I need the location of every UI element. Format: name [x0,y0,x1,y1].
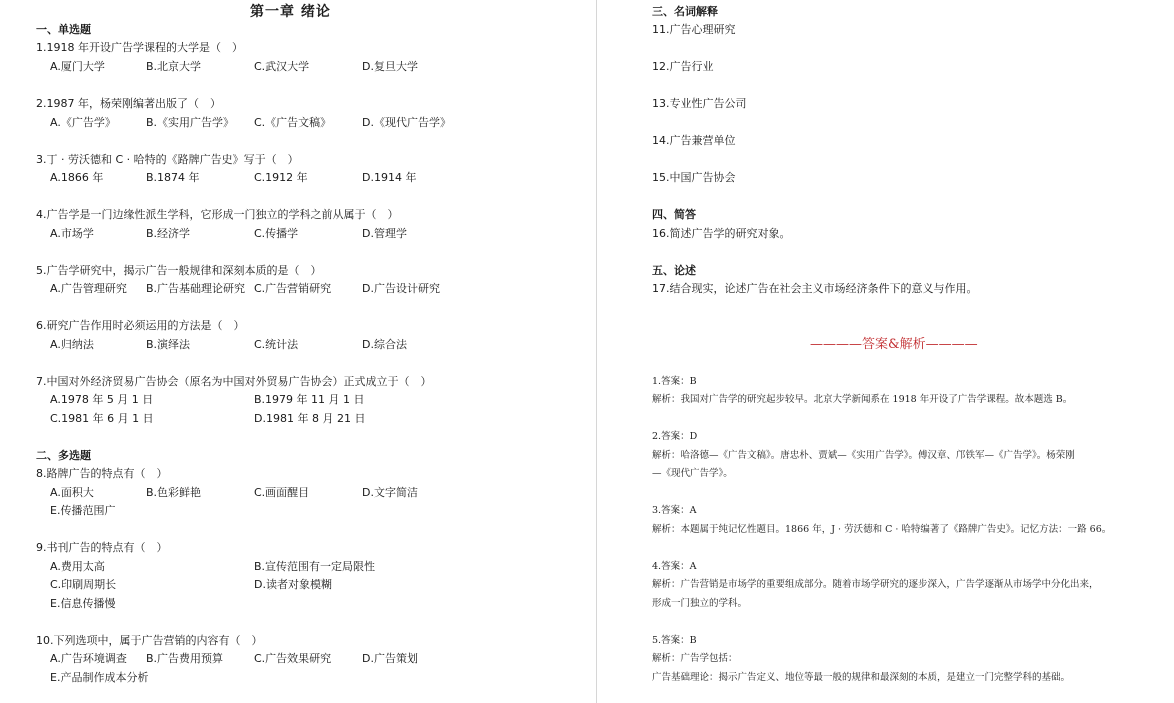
option-8c: C.画面醒目 [254,486,310,499]
option-6b: B.演绎法 [146,338,191,351]
answer-5-head: 5.答案：B [652,635,697,646]
option-10b: B.广告费用预算 [146,652,224,665]
option-5b: B.广告基础理论研究 [146,282,246,295]
option-5a: A.广告管理研究 [50,282,127,295]
answer-2-head: 2.答案：D [652,431,698,442]
option-3a: A.1866 年 [50,171,104,184]
option-6c: C.统计法 [254,338,299,351]
option-3b: B.1874 年 [146,171,200,184]
option-3c: C.1912 年 [254,171,308,184]
option-4d: D.管理学 [362,227,407,240]
option-7d: D.1981 年 8 月 21 日 [254,412,366,425]
option-1d: D.复旦大学 [362,60,418,73]
option-4b: B.经济学 [146,227,191,240]
option-5c: C.广告营销研究 [254,282,332,295]
answer-4-line-1: 解析：广告营销是市场学的重要组成部分。随着市场学研究的逐步深入，广告学逐渐从市场学中分化出来， [652,579,1099,590]
option-2d: D.《现代广告学》 [362,116,451,129]
option-2a: A.《广告学》 [50,116,116,129]
section-multi-choice: 二、多选题 [36,449,91,462]
option-7c: C.1981 年 6 月 1 日 [50,412,154,425]
right-page [598,0,1174,703]
question-1: 1.1918 年开设广告学课程的大学是（ ） [36,41,243,54]
option-3d: D.1914 年 [362,171,417,184]
question-9: 9.书刊广告的特点有（ ） [36,541,168,554]
page-divider [596,0,597,703]
question-16: 16.简述广告学的研究对象。 [652,227,791,240]
option-10a: A.广告环境调查 [50,652,127,665]
option-1c: C.武汉大学 [254,60,310,73]
answer-2-line-2: —《现代广告学》。 [652,468,733,479]
option-8a: A.面积大 [50,486,94,499]
question-2: 2.1987 年，杨荣刚编著出版了（ ） [36,97,221,110]
option-8d: D.文字简洁 [362,486,418,499]
question-5: 5.广告学研究中，揭示广告一般规律和深刻本质的是（ ） [36,264,322,277]
answer-5-line-2: 广告基础理论：揭示广告定义、地位等最一般的规律和最深刻的本质，是建立一门完整学科的基础。 [652,672,1071,683]
option-7b: B.1979 年 11 月 1 日 [254,393,365,406]
term-15: 15.中国广告协会 [652,171,736,184]
answer-5-line-1: 解析：广告学包括： [652,653,738,664]
option-1a: A.厦门大学 [50,60,105,73]
section-terms: 三、名词解释 [652,5,718,18]
option-4c: C.传播学 [254,227,299,240]
question-17: 17.结合现实，论述广告在社会主义市场经济条件下的意义与作用。 [652,282,978,295]
option-10c: C.广告效果研究 [254,652,332,665]
term-13: 13.专业性广告公司 [652,97,747,110]
answer-4-line-2: 形成一门独立的学科。 [652,598,748,609]
answer-3-head: 3.答案：A [652,505,697,516]
option-9d: D.读者对象模糊 [254,578,332,591]
answer-1-line: 解析：我国对广告学的研究起步较早。北京大学新闻系在 1918 年开设了广告学课程。故本题选 B。 [652,394,1073,405]
option-6d: D.综合法 [362,338,407,351]
answers-title: ————答案&解析———— [810,337,978,352]
question-7: 7.中国对外经济贸易广告协会（原名为中国对外贸易广告协会）正式成立于（ ） [36,375,432,388]
section-essay: 五、论述 [652,264,696,277]
term-11: 11.广告心理研究 [652,23,736,36]
option-9c: C.印刷周期长 [50,578,117,591]
question-10: 10.下列选项中，属于广告营销的内容有（ ） [36,634,263,647]
option-10d: D.广告策划 [362,652,418,665]
answer-1-head: 1.答案：B [652,376,697,387]
section-single-choice: 一、单选题 [36,23,91,36]
term-14: 14.广告兼营单位 [652,134,736,147]
option-7a: A.1978 年 5 月 1 日 [50,393,154,406]
option-9a: A.费用太高 [50,560,105,573]
option-8b: B.色彩鲜艳 [146,486,202,499]
option-9e: E.信息传播慢 [50,597,116,610]
option-8e: E.传播范围广 [50,504,116,517]
question-3: 3.丁 · 劳沃德和 C · 哈特的《路牌广告史》写于（ ） [36,153,299,166]
term-12: 12.广告行业 [652,60,714,73]
chapter-title: 第一章 绪论 [250,4,331,20]
option-2b: B.《实用广告学》 [146,116,235,129]
question-4: 4.广告学是一门边缘性派生学科，它形成一门独立的学科之前从属于（ ） [36,208,399,221]
option-6a: A.归纳法 [50,338,94,351]
answer-4-head: 4.答案：A [652,561,697,572]
question-6: 6.研究广告作用时必须运用的方法是（ ） [36,319,245,332]
section-short-answer: 四、简答 [652,208,696,221]
option-5d: D.广告设计研究 [362,282,440,295]
option-10e: E.产品制作成本分析 [50,671,149,684]
option-1b: B.北京大学 [146,60,202,73]
option-4a: A.市场学 [50,227,94,240]
answer-2-line-1: 解析：哈洛德—《广告文稿》。唐忠朴、贾斌—《实用广告学》。傅汉章、邝铁军—《广告学》。杨荣刚 [652,450,1075,461]
question-8: 8.路牌广告的特点有（ ） [36,467,168,480]
option-9b: B.宣传范围有一定局限性 [254,560,376,573]
option-2c: C.《广告文稿》 [254,116,332,129]
answer-3-line: 解析：本题属于纯记忆性题目。1866 年，J · 劳沃德和 C · 哈特编著了《路牌广告史》。记忆方法：一路 66。 [652,524,1112,535]
